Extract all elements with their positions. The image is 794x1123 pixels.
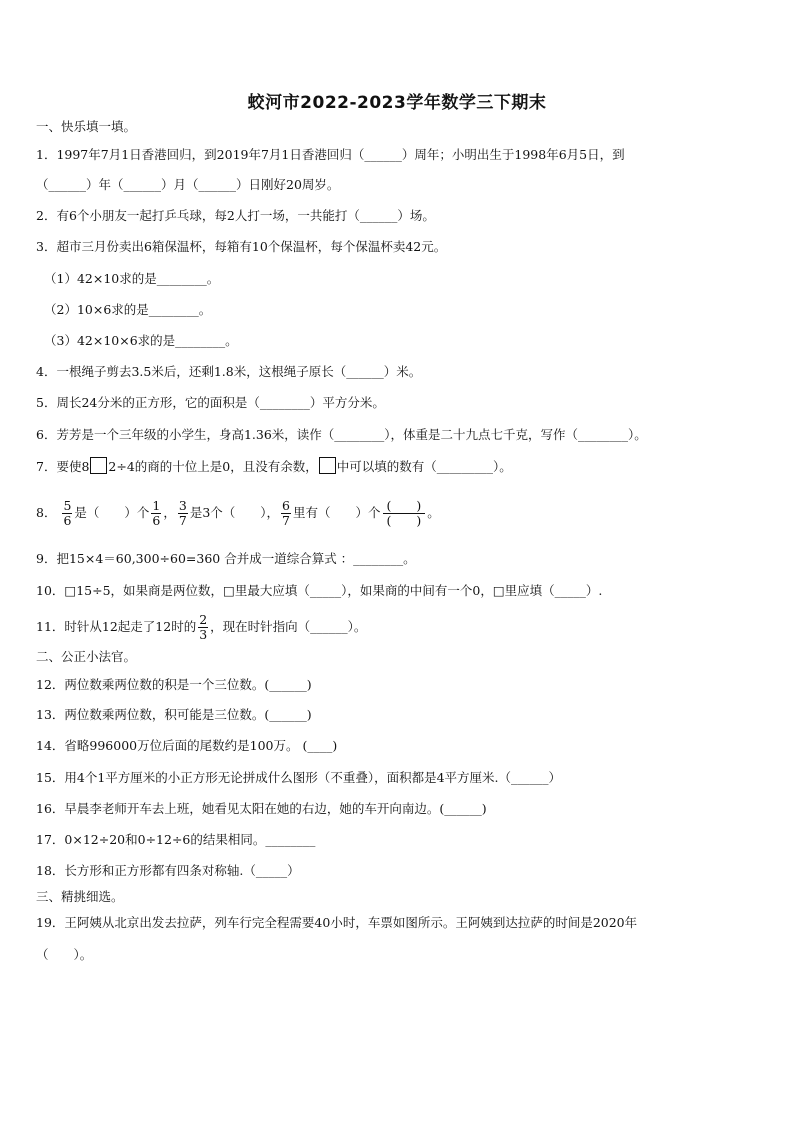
fraction bbox=[281, 499, 291, 528]
fraction-numerator: 2 bbox=[199, 612, 208, 627]
question-7 bbox=[36, 457, 758, 476]
question-17: 17．0×12÷20和0÷12÷6的结果相同。________ bbox=[36, 832, 316, 847]
question-7-part-2: 2÷4的商的十位上是0，且没有余数， bbox=[108, 459, 318, 474]
section-heading-judge: 二、公正小法官。 bbox=[36, 649, 137, 664]
question-19-line-2: （ ）。 bbox=[36, 947, 93, 962]
fraction-denominator: 7 bbox=[282, 513, 290, 528]
question-3-sub-3: （3）42×10×6求的是________。 bbox=[44, 333, 238, 348]
fraction-numerator: 3 bbox=[178, 498, 187, 513]
question-8-text: 是（ ）个 bbox=[74, 505, 150, 520]
fraction-numerator: ( ) bbox=[383, 499, 426, 514]
question-6: 6．芳芳是一个三年级的小学生，身高1.36米，读作（________），体重是二十九点七千克，写作（________）。 bbox=[36, 427, 647, 442]
question-1-line-2: （______）年（______）月（______）日刚好20周岁。 bbox=[36, 177, 340, 192]
answer-box bbox=[90, 457, 107, 474]
question-3-sub-1: （1）42×10求的是________。 bbox=[44, 271, 220, 286]
question-15: 15．用4个1平方厘米的小正方形无论拼成什么图形（不重叠），面积都是4平方厘米.（______） bbox=[36, 770, 561, 785]
question-9: 9．把15×4＝60,300÷60=360 合并成一道综合算式 ：________。 bbox=[36, 551, 416, 566]
section-heading-choose: 三、精挑细选。 bbox=[36, 889, 124, 904]
fraction-denominator: 3 bbox=[199, 627, 208, 642]
question-7-part-3: 中可以填的数有（_________）。 bbox=[336, 459, 512, 474]
question-8-text: 里有（ ）个 bbox=[293, 505, 381, 520]
question-19-line-1: 19．王阿姨从北京出发去拉萨，列车行完全程需要40小时，车票如图所示。王阿姨到达拉萨的时间是2020年 bbox=[36, 915, 638, 930]
question-3-sub-2: （2）10×6求的是________。 bbox=[44, 302, 212, 317]
question-12: 12．两位数乘两位数的积是一个三位数。(______) bbox=[36, 677, 312, 692]
fraction-numerator: 1 bbox=[152, 498, 161, 513]
fraction-blank bbox=[383, 499, 426, 528]
fraction-numerator: 5 bbox=[63, 498, 72, 513]
question-8-text: ， bbox=[163, 505, 176, 520]
question-18: 18．长方形和正方形都有四条对称轴.（_____） bbox=[36, 863, 300, 878]
question-11-part-2: ，现在时针指向（______）。 bbox=[210, 619, 367, 634]
question-4: 4．一根绳子剪去3.5米后，还剩1.8米，这根绳子原长（______）米。 bbox=[36, 364, 422, 379]
question-13: 13．两位数乘两位数，积可能是三位数。(______) bbox=[36, 707, 312, 722]
page-title: 蛟河市2022-2023学年数学三下期末 bbox=[247, 93, 547, 113]
fraction-denominator: 6 bbox=[152, 513, 161, 528]
question-7-part-1: 7．要使8 bbox=[36, 459, 90, 474]
fraction-numerator: 6 bbox=[282, 498, 290, 513]
question-5: 5．周长24分米的正方形，它的面积是（________）平方分米。 bbox=[36, 395, 385, 410]
section-heading-fill: 一、快乐填一填。 bbox=[36, 119, 137, 134]
question-10: 10．□15÷5，如果商是两位数，□里最大应填（_____），如果商的中间有一个0，□里应填（_____）. bbox=[36, 583, 603, 598]
question-8 bbox=[36, 492, 758, 534]
fraction bbox=[198, 613, 208, 642]
fraction-denominator: ( ) bbox=[386, 513, 422, 528]
question-11 bbox=[36, 606, 758, 648]
question-1-line-1: 1．1997年7月1日香港回归，到2019年7月1日香港回归（______）周年；小明出生于1998年6月5日，到 bbox=[36, 147, 625, 162]
question-8-text: 。 bbox=[427, 505, 440, 520]
question-14: 14．省略996000万位后面的尾数约是100万。 (____) bbox=[36, 738, 338, 753]
fraction bbox=[151, 499, 161, 528]
answer-box bbox=[319, 457, 336, 474]
question-16: 16．早晨李老师开车去上班，她看见太阳在她的右边，她的车开向南边。(______) bbox=[36, 801, 487, 816]
fraction bbox=[178, 499, 188, 528]
fraction bbox=[62, 499, 72, 528]
question-8-label: 8． bbox=[36, 505, 57, 520]
fraction-denominator: 6 bbox=[63, 513, 72, 528]
question-8-text: 是3个（ ）， bbox=[189, 505, 280, 520]
question-11-part-1: 11．时针从12起走了12时的 bbox=[36, 619, 197, 634]
fraction-denominator: 7 bbox=[178, 513, 187, 528]
question-3-stem: 3．超市三月份卖出6箱保温杯，每箱有10个保温杯，每个保温杯卖42元。 bbox=[36, 239, 447, 254]
question-2: 2．有6个小朋友一起打乒乓球，每2人打一场，一共能打（______）场。 bbox=[36, 208, 435, 223]
